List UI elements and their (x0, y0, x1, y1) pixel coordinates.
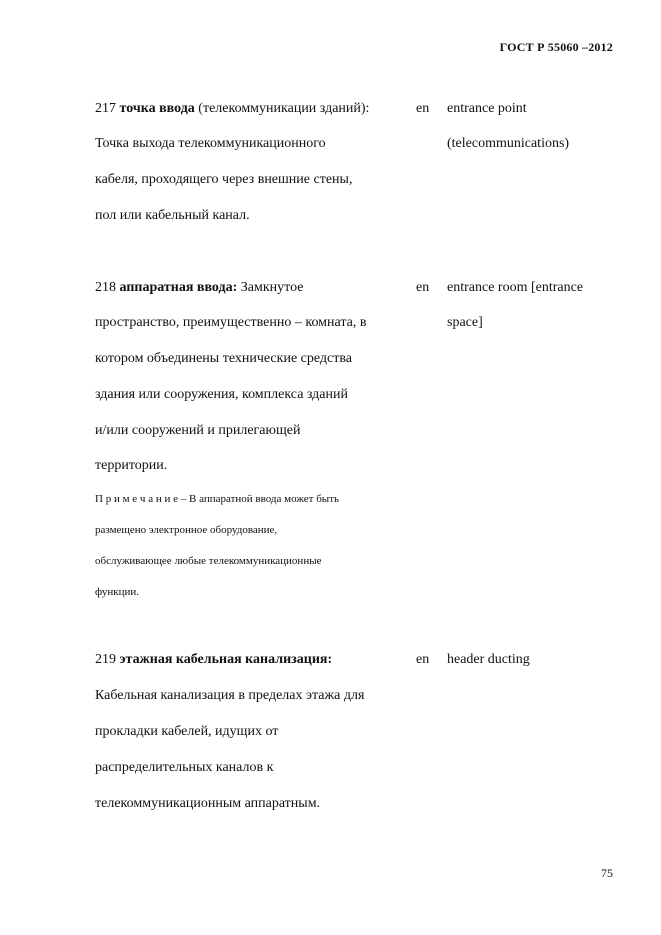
term-subtitle: Замкнутое (237, 280, 304, 295)
note-line: обслуживающее любые телекоммуникационные (95, 555, 322, 567)
definition-line: здания или сооружения, комплекса зданий (95, 387, 348, 402)
english-term-line: (telecommunications) (447, 136, 570, 151)
term-subtitle: (телекоммуникации зданий): (194, 101, 370, 116)
english-term-line: space] (447, 315, 483, 330)
note-line: функции. (95, 586, 139, 598)
term-number: 218 (95, 280, 116, 295)
page-number: 75 (601, 866, 613, 880)
definition-line: территории. (95, 458, 168, 473)
definition-line: прокладки кабелей, идущих от (95, 724, 279, 739)
note-text: – В аппаратной ввода может быть (178, 493, 340, 505)
term-number: 219 (95, 652, 116, 667)
term-title: аппаратная ввода: (119, 280, 238, 295)
definition-line: кабеля, проходящего через внешние стены, (95, 172, 353, 187)
definition-line: и/или сооружений и прилегающей (95, 423, 301, 438)
definition-line: Точка выхода телекоммуникационного (95, 136, 326, 151)
definition-line: телекоммуникационным аппаратным. (95, 796, 321, 811)
term-title: точка ввода (119, 101, 195, 116)
term-number: 217 (95, 101, 116, 116)
term-title: этажная кабельная канализация: (119, 652, 333, 667)
term-heading (95, 101, 369, 117)
definition-line: пространство, преимущественно – комната, в (95, 315, 367, 330)
english-term-line: entrance room [entrance (447, 280, 584, 295)
definition-line: котором объединены технические средства (95, 351, 352, 366)
language-code: en (416, 101, 430, 116)
definition-line: пол или кабельный канал. (95, 208, 250, 223)
definition-line: распределительных каналов к (95, 760, 274, 775)
language-code: en (416, 280, 430, 295)
english-term-line: header ducting (447, 652, 530, 667)
definition-line: Кабельная канализация в пределах этажа для (95, 688, 365, 703)
english-term-line: entrance point (447, 101, 527, 116)
language-code: en (416, 652, 430, 667)
document-code-header: ГОСТ Р 55060 –2012 (499, 40, 613, 54)
note-line (95, 493, 339, 505)
note-label: П р и м е ч а н и е (95, 493, 178, 505)
term-heading (95, 652, 332, 668)
term-heading (95, 280, 303, 296)
note-line: размещено электронное оборудование, (95, 524, 278, 536)
